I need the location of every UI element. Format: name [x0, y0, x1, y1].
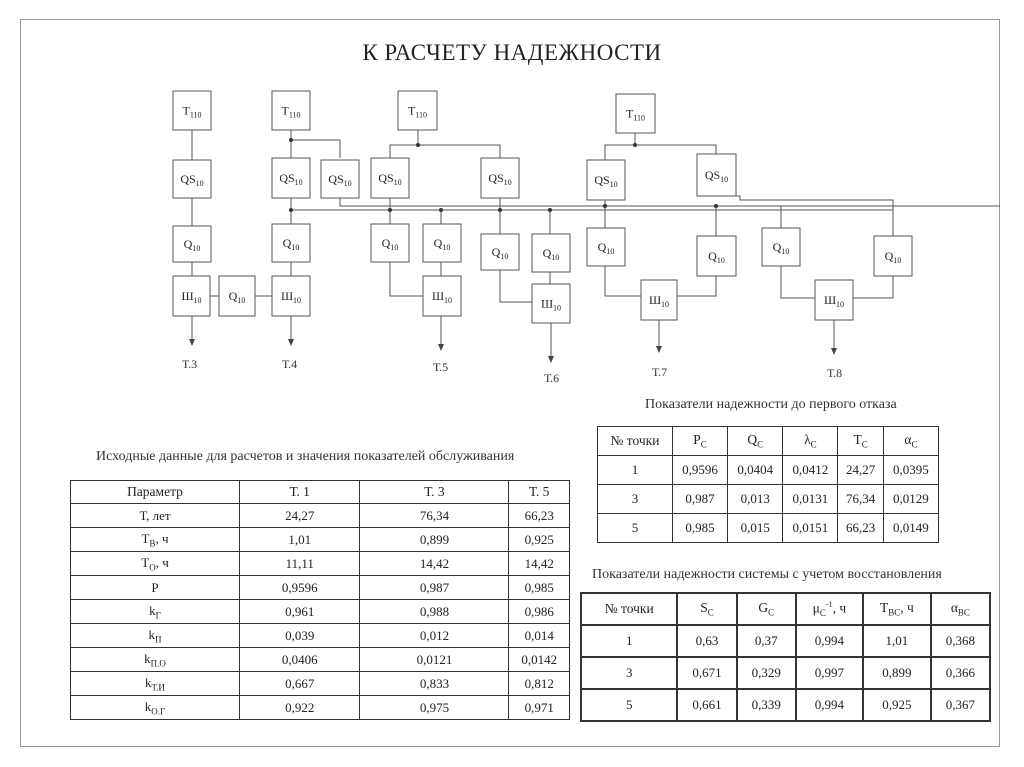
t110-block: [272, 91, 310, 130]
value-cell: 5: [581, 689, 677, 721]
column-header: $\mu_C^{-1}$, ч: [796, 593, 863, 625]
value-cell: 66,23: [838, 514, 883, 543]
connector-line: [340, 198, 1000, 206]
svg-text:QS10: $QS_{10}$: [328, 172, 352, 188]
page-title: К РАСЧЕТУ НАДЕЖНОСТИ: [362, 40, 662, 65]
table-row: [71, 552, 570, 576]
qs10-block: [321, 160, 359, 198]
junction-dot: [633, 143, 637, 147]
connector-line: [716, 196, 893, 236]
svg-text:Ш10: $Ш_{10}$: [280, 289, 302, 305]
table-row: [581, 625, 990, 657]
output-point-label: Т.8: [827, 366, 843, 380]
svg-text:Q10: $Q_{10}$: [772, 240, 790, 256]
column-header: $\alpha_{ВС}$: [931, 593, 990, 625]
connector-line: [291, 140, 340, 158]
output-point-label: Т.7: [652, 365, 668, 379]
value-cell: 3: [581, 657, 677, 689]
svg-text:Ш10: $Ш_{10}$: [181, 289, 202, 305]
table-row: [71, 648, 570, 672]
value-cell: 0,039: [239, 624, 359, 648]
q10-block: [219, 276, 255, 316]
table-row: [598, 456, 939, 485]
table-row: [71, 504, 570, 528]
table-row: [71, 672, 570, 696]
value-cell: 0,0121: [360, 648, 509, 672]
value-cell: 0,987: [672, 485, 727, 514]
table-header-row: [581, 593, 990, 625]
value-cell: 0,925: [509, 528, 570, 552]
value-cell: 0,368: [931, 625, 990, 657]
table-header-row: [598, 427, 939, 456]
first-failure-table: [597, 426, 939, 543]
svg-text:Q10: $Q_{10}$: [228, 289, 246, 305]
param-cell: $k_П$: [71, 624, 240, 648]
junction-dot: [416, 143, 420, 147]
param-cell: $k_{Т.И}$: [71, 672, 240, 696]
value-cell: 0,997: [796, 657, 863, 689]
value-cell: 0,0149: [883, 514, 938, 543]
junction-dot: [289, 208, 293, 212]
recovery-table: [580, 592, 991, 722]
junction-dot: [439, 208, 443, 212]
column-header: № точки: [581, 593, 677, 625]
input-table-caption: Исходные данные для расчетов и значения показателей обслуживания: [96, 449, 515, 464]
svg-text:Ш10: $Ш_{10}$: [540, 296, 562, 313]
param-cell: $k_Г$: [71, 600, 240, 624]
column-header: $G_C$: [737, 593, 796, 625]
value-cell: 14,42: [360, 552, 509, 576]
value-cell: 0,012: [360, 624, 509, 648]
value-cell: 0,0406: [239, 648, 359, 672]
output-point-label: Т.6: [544, 371, 560, 385]
value-cell: 0,329: [737, 657, 796, 689]
param-cell: Т, лет: [71, 504, 240, 528]
connector-line: [781, 266, 815, 298]
value-cell: 0,899: [360, 528, 509, 552]
output-point-label: Т.3: [182, 357, 198, 371]
value-cell: 0,0404: [728, 456, 783, 485]
table-row: [598, 514, 939, 543]
connector-line: [390, 145, 500, 158]
value-cell: 0,812: [509, 672, 570, 696]
value-cell: 0,925: [863, 689, 931, 721]
output-point-label: Т.4: [282, 357, 298, 371]
qs10-block: [587, 160, 625, 200]
connector-line: [500, 270, 532, 302]
value-cell: 0,0395: [883, 456, 938, 485]
svg-text:Q10: $Q_{10}$: [884, 249, 902, 265]
value-cell: 0,0131: [783, 485, 838, 514]
svg-text:Т110: $Т_{110}$: [625, 106, 646, 123]
junction-dot: [548, 208, 552, 212]
value-cell: 76,34: [360, 504, 509, 528]
value-cell: 11,11: [239, 552, 359, 576]
svg-text:Q10: $Q_{10}$: [433, 236, 451, 252]
qs10-block: [272, 158, 310, 198]
svg-text:Q10: $Q_{10}$: [708, 249, 725, 265]
table-header-row: [71, 481, 570, 504]
junction-dot: [714, 204, 718, 208]
table-row: [71, 576, 570, 600]
svg-text:QS10: $QS_{10}$: [378, 171, 402, 187]
junction-dot: [289, 138, 293, 142]
value-cell: 0,985: [672, 514, 727, 543]
table-row: [581, 657, 990, 689]
column-header: $\lambda_C$: [783, 427, 838, 456]
table-row: [71, 528, 570, 552]
q10-block: [423, 224, 461, 262]
sh10-busbar: [272, 276, 310, 316]
svg-text:Ш10: $Ш_{10}$: [431, 289, 453, 305]
t110-block: [616, 94, 655, 133]
value-cell: 0,985: [509, 576, 570, 600]
sh10-busbar: [815, 280, 853, 320]
junction-dot: [388, 208, 392, 212]
value-cell: 0,0151: [783, 514, 838, 543]
column-header: Т. 3: [360, 481, 509, 504]
q10-block: [481, 234, 519, 270]
value-cell: 0,994: [796, 625, 863, 657]
value-cell: 1,01: [239, 528, 359, 552]
value-cell: 0,37: [737, 625, 796, 657]
value-cell: 0,014: [509, 624, 570, 648]
value-cell: 0,013: [728, 485, 783, 514]
svg-text:Ш10: $Ш_{10}$: [648, 293, 670, 309]
value-cell: 0,63: [677, 625, 736, 657]
svg-text:Q10: $Q_{10}$: [597, 240, 615, 256]
recovery-caption: Показатели надежности системы с учетом восстановления: [592, 567, 942, 582]
qs10-block: [173, 160, 211, 198]
q10-block: [762, 228, 800, 266]
svg-text:Ш10: $Ш_{10}$: [823, 293, 845, 309]
q10-block: [532, 234, 570, 272]
value-cell: 24,27: [838, 456, 883, 485]
value-cell: 0,015: [728, 514, 783, 543]
column-header: $S_C$: [677, 593, 736, 625]
value-cell: 76,34: [838, 485, 883, 514]
param-cell: $Т_О$, ч: [71, 552, 240, 576]
q10-block: [874, 236, 912, 276]
column-header: $T_C$: [838, 427, 883, 456]
table-row: [71, 600, 570, 624]
svg-text:Т110: $Т_{110}$: [407, 103, 428, 120]
value-cell: 0,899: [863, 657, 931, 689]
t110-block: [173, 91, 211, 130]
svg-text:Q10: $Q_{10}$: [491, 245, 509, 261]
output-point-label: Т.5: [433, 360, 449, 374]
column-header: № точки: [598, 427, 673, 456]
value-cell: 24,27: [239, 504, 359, 528]
sh10-busbar: [532, 284, 570, 323]
svg-text:Т110: $Т_{110}$: [281, 103, 301, 120]
column-header: $Q_C$: [728, 427, 783, 456]
svg-text:Q10: $Q_{10}$: [183, 237, 201, 253]
junction-dot: [603, 204, 607, 208]
column-header: $\alpha_C$: [883, 427, 938, 456]
first-failure-caption: Показатели надежности до первого отказа: [645, 397, 897, 412]
value-cell: 0,986: [509, 600, 570, 624]
value-cell: 1,01: [863, 625, 931, 657]
svg-text:QS10: $QS_{10}$: [180, 172, 204, 188]
column-header: $T_{ВС}$, ч: [863, 593, 931, 625]
input-data-table: [70, 480, 570, 720]
value-cell: 0,987: [360, 576, 509, 600]
svg-text:QS10: $QS_{10}$: [488, 171, 512, 187]
value-cell: 0,366: [931, 657, 990, 689]
table-row: [581, 689, 990, 721]
value-cell: 14,42: [509, 552, 570, 576]
value-cell: 1: [598, 456, 673, 485]
qs10-block: [371, 158, 409, 198]
value-cell: 0,922: [239, 696, 359, 720]
column-header: Т. 1: [239, 481, 359, 504]
value-cell: 3: [598, 485, 673, 514]
connector-line: [390, 262, 423, 296]
sh10-busbar: [641, 280, 677, 320]
column-header: Т. 5: [509, 481, 570, 504]
value-cell: 0,975: [360, 696, 509, 720]
value-cell: 0,961: [239, 600, 359, 624]
param-cell: $Т_В$, ч: [71, 528, 240, 552]
svg-text:Т110: $Т_{110}$: [182, 103, 202, 120]
table-row: [71, 696, 570, 720]
table-row: [598, 485, 939, 514]
svg-text:Q10: $Q_{10}$: [542, 246, 560, 262]
value-cell: 0,833: [360, 672, 509, 696]
value-cell: 0,0412: [783, 456, 838, 485]
q10-block: [173, 226, 211, 262]
table-row: [71, 624, 570, 648]
column-header: $P_C$: [672, 427, 727, 456]
value-cell: 0,661: [677, 689, 736, 721]
value-cell: 0,988: [360, 600, 509, 624]
value-cell: 66,23: [509, 504, 570, 528]
value-cell: 0,9596: [239, 576, 359, 600]
connector-line: [677, 276, 716, 296]
value-cell: 1: [581, 625, 677, 657]
q10-block: [272, 224, 310, 262]
q10-block: [587, 228, 625, 266]
svg-text:Q10: $Q_{10}$: [282, 236, 300, 252]
svg-text:QS10: $QS_{10}$: [594, 173, 618, 189]
value-cell: 0,339: [737, 689, 796, 721]
sh10-busbar: [173, 276, 210, 316]
t110-block: [398, 91, 437, 130]
value-cell: 0,0142: [509, 648, 570, 672]
value-cell: 0,9596: [672, 456, 727, 485]
q10-block: [697, 236, 736, 276]
column-header: Параметр: [71, 481, 240, 504]
value-cell: 0,671: [677, 657, 736, 689]
svg-text:QS10: $QS_{10}$: [704, 168, 729, 184]
connector-line: [605, 266, 641, 296]
value-cell: 0,667: [239, 672, 359, 696]
value-cell: 0,0129: [883, 485, 938, 514]
svg-text:Q10: $Q_{10}$: [381, 236, 399, 252]
param-cell: $k_{П.О}$: [71, 648, 240, 672]
svg-text:QS10: $QS_{10}$: [279, 171, 303, 187]
qs10-block: [481, 158, 519, 198]
junction-dot: [498, 208, 502, 212]
value-cell: 0,971: [509, 696, 570, 720]
qs10-block: [697, 154, 736, 196]
value-cell: 5: [598, 514, 673, 543]
sh10-busbar: [423, 276, 461, 316]
value-cell: 0,367: [931, 689, 990, 721]
connector-line: [853, 276, 893, 298]
param-cell: Р: [71, 576, 240, 600]
value-cell: 0,994: [796, 689, 863, 721]
param-cell: $k_{О.Г}$: [71, 696, 240, 720]
q10-block: [371, 224, 409, 262]
